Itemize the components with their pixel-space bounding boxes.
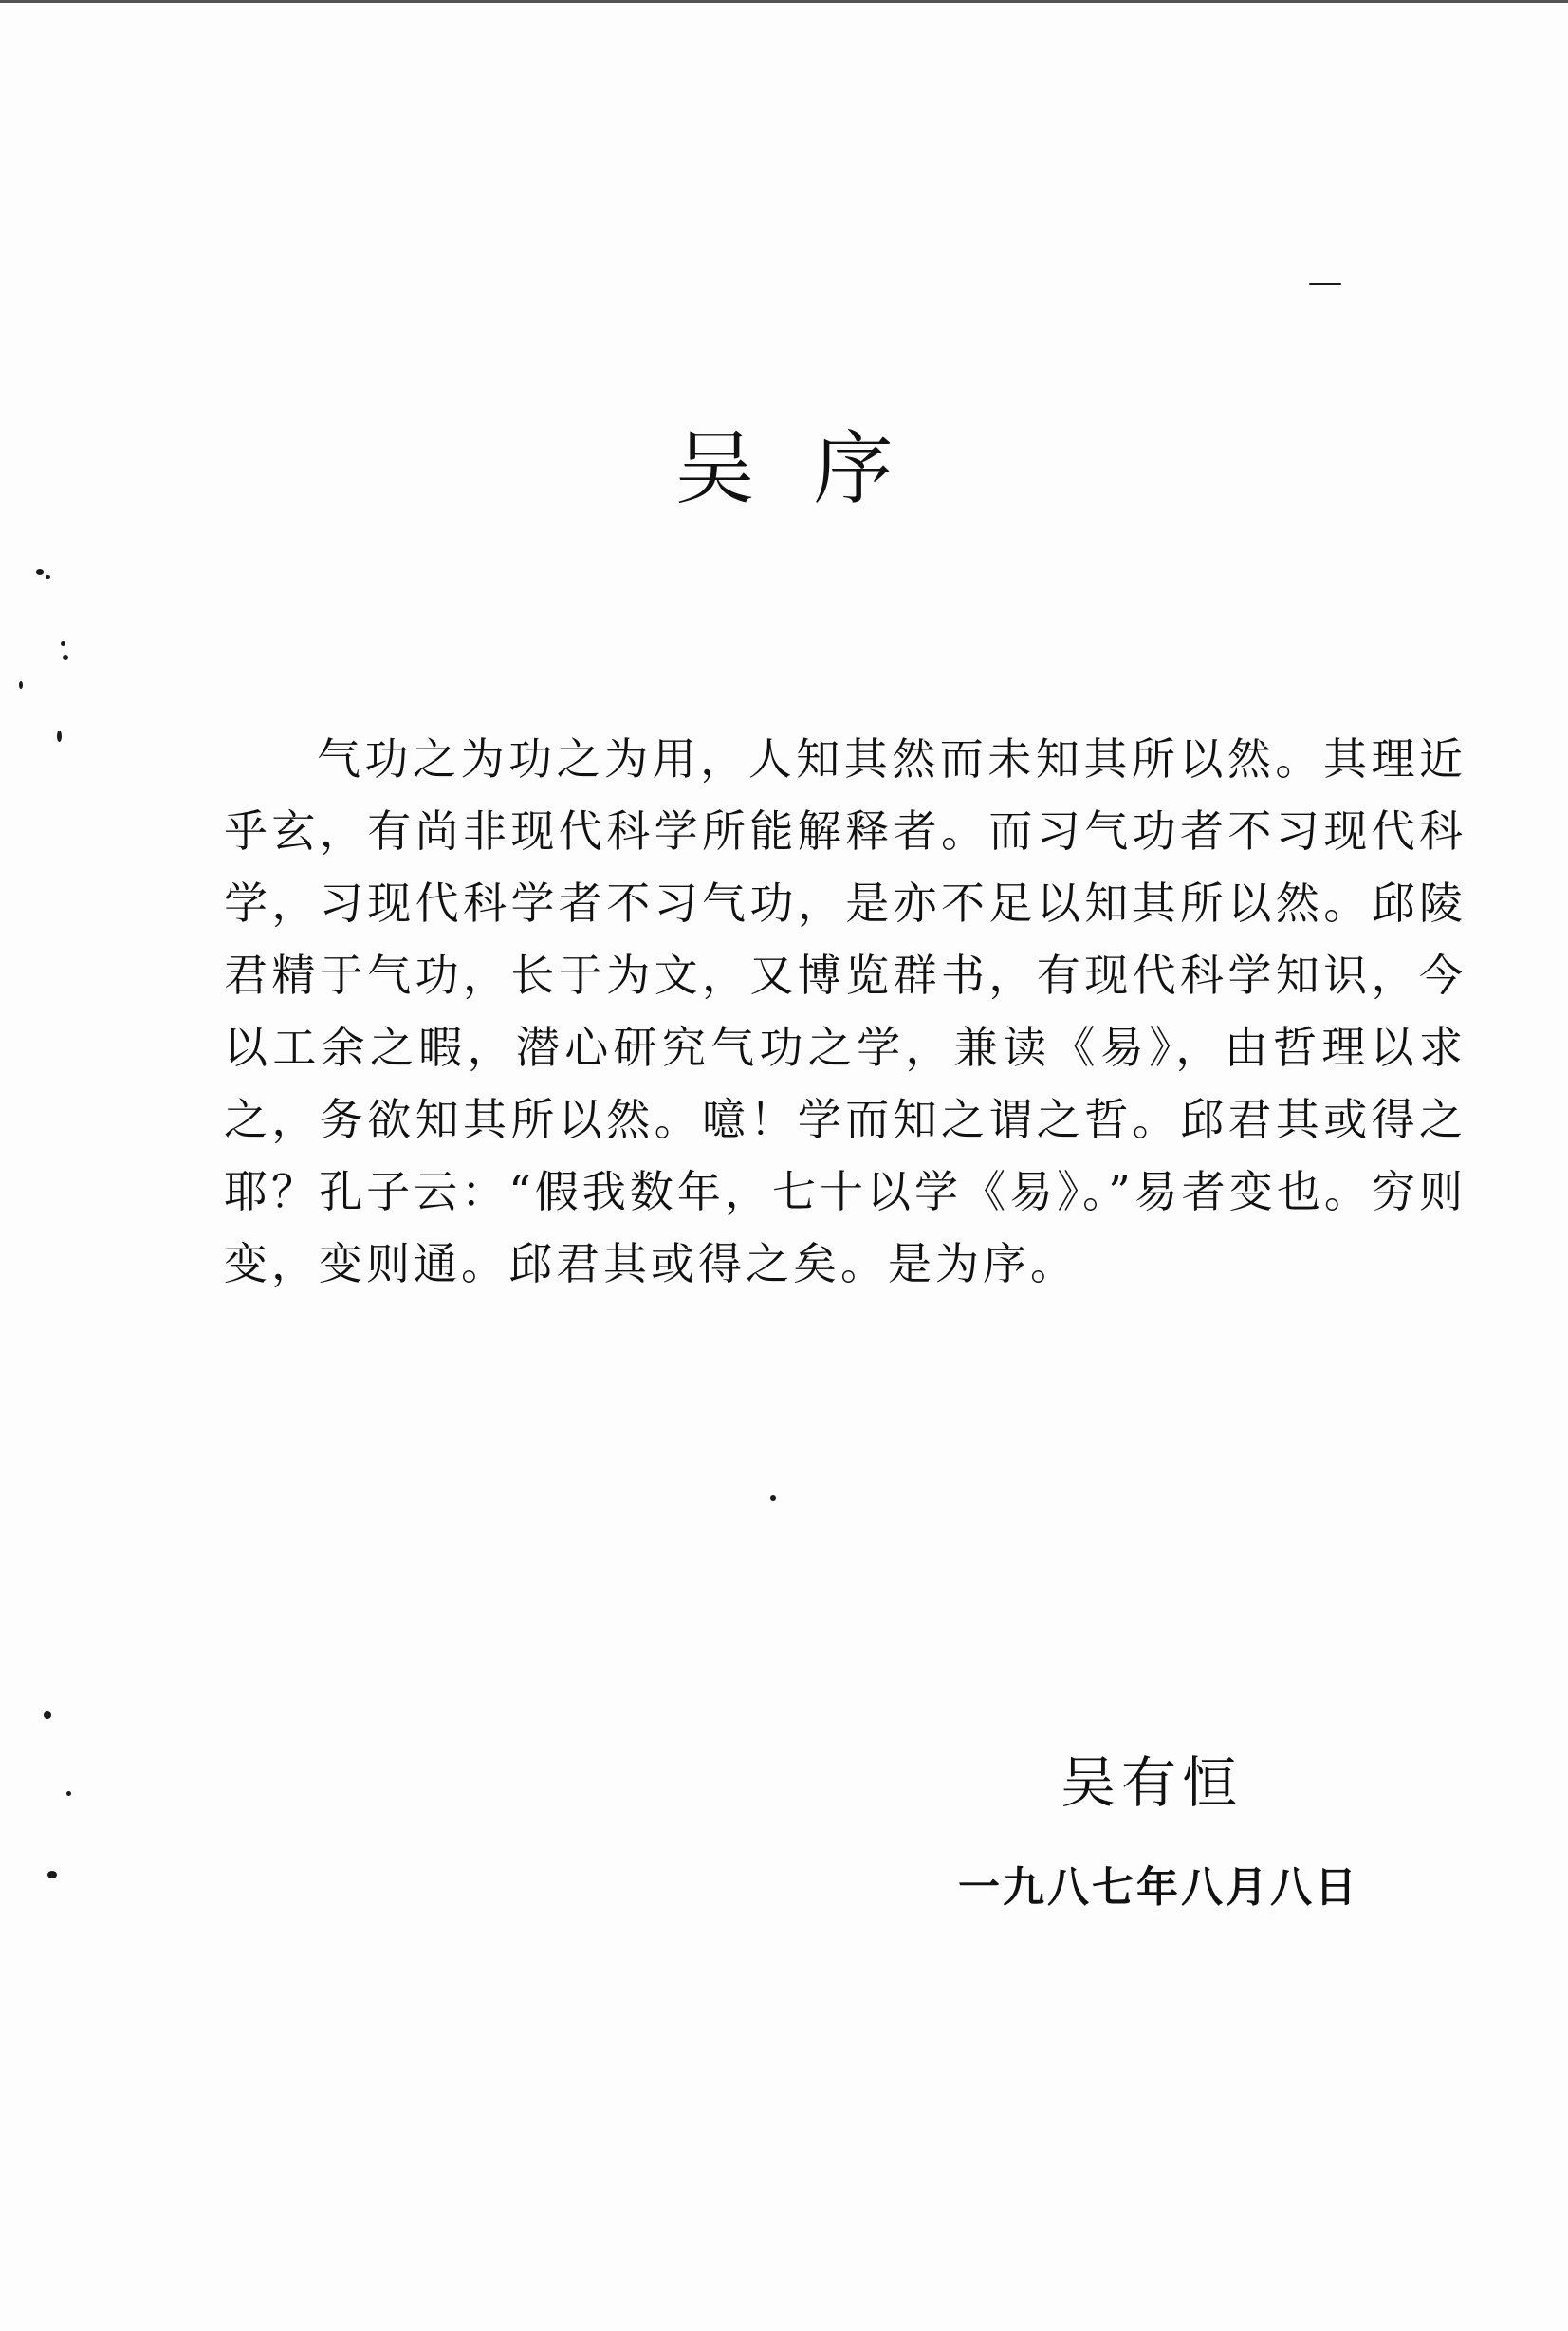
preface-author: 吴有恒 [1061,1750,1244,1815]
scan-speck [770,1495,776,1501]
scan-speck [19,681,23,689]
scan-speck [61,641,65,646]
preface-title: 吴序 [674,422,952,515]
scan-speck [44,1711,51,1719]
scan-speck [66,1791,71,1796]
preface-date: 一九八七年八月八日 [958,1863,1359,1912]
preface-body: 气功之为功之为用，人知其然而未知其所以然。其理近乎玄，有尚非现代科学所能解释者。而习气功者不习现代科学，习现代科学者不习气功，是亦不足以知其所以然。邱陵君精于气功，长于为文，又博览群书，有现代科学知识，今以工余之暇，潜心研究气功之学，兼读《易》，由哲理以求之，务欲知其所以然。噫！学而知之谓之哲。邱君其或得之耶？孔子云：“假我数年，七十以学《易》。”易者变也。穷则变，变则通。邱君其或得之矣。是为序。 [224,733,1467,1289]
top-border-line [0,0,1568,3]
scan-speck [57,731,62,742]
scan-speck [1309,283,1341,285]
scan-speck [47,1871,57,1878]
scan-speck [63,655,68,660]
scan-speck [36,569,44,575]
scan-speck [46,575,50,579]
